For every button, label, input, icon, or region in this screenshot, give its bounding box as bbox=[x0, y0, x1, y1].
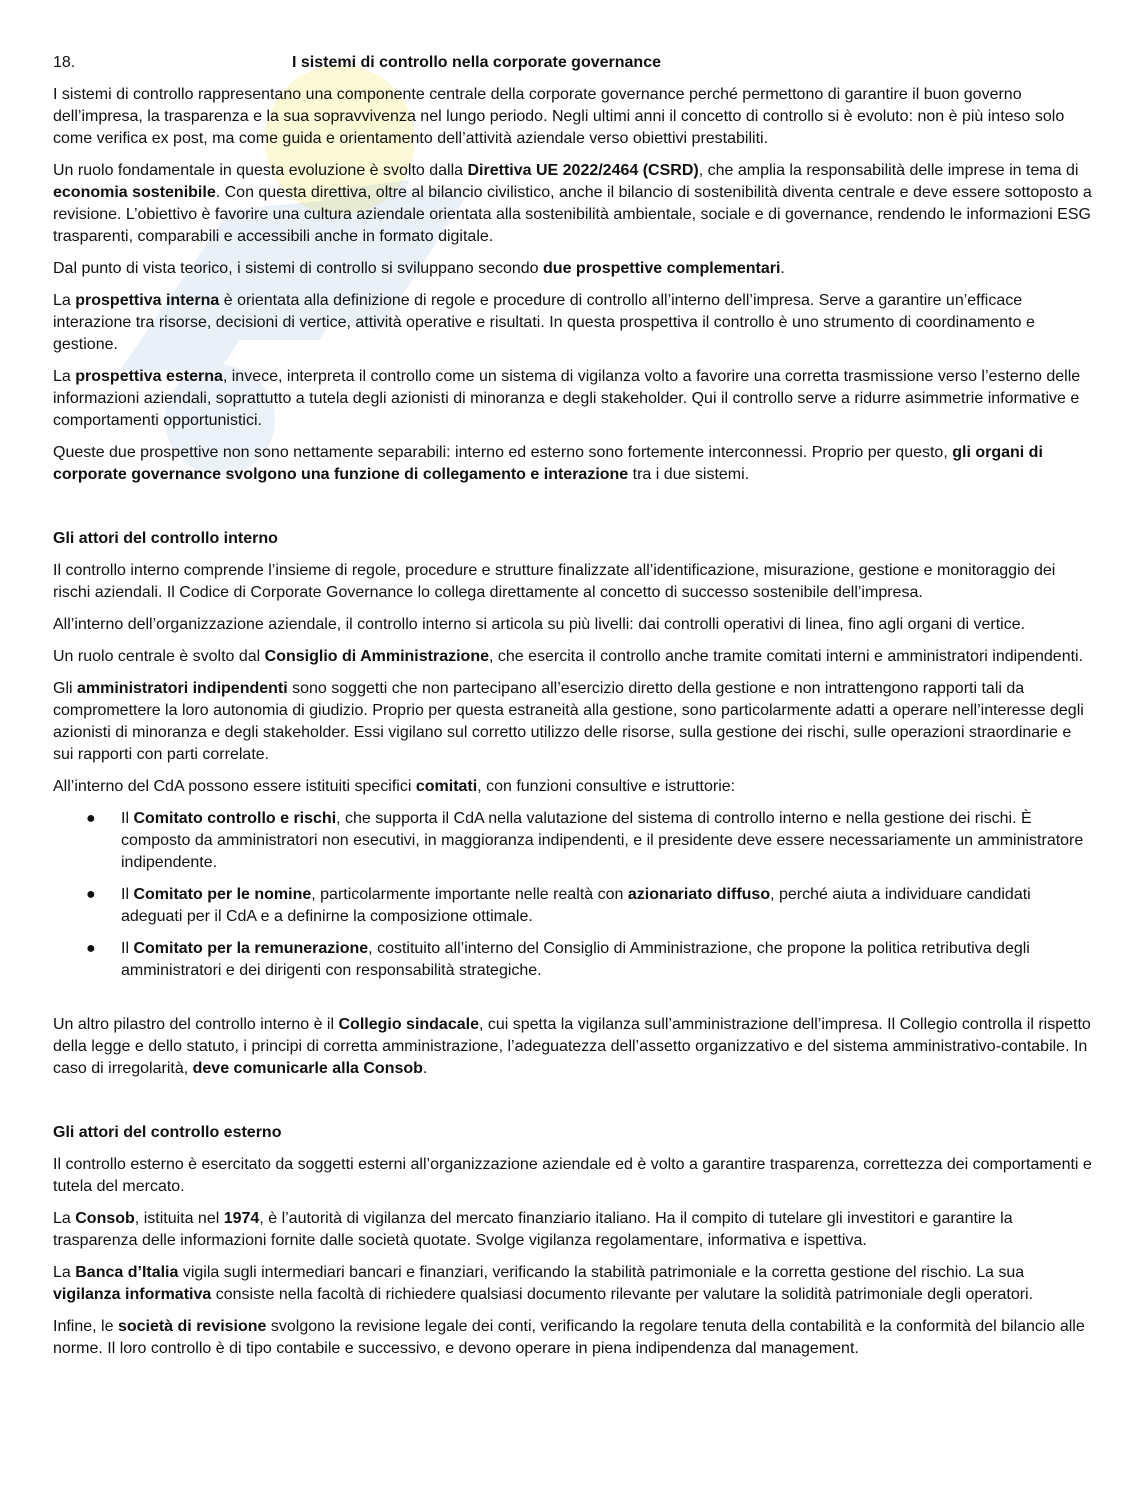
intro-paragraph-3: Dal punto di vista teorico, i sistemi di controllo si sviluppano secondo due prospettive complementari. bbox=[53, 260, 785, 277]
list-item: ● Il Comitato controllo e rischi, che supporta il CdA nella valutazione del sistema di controllo interno e nella gestione dei rischi. È composto da amministratori non esecutivi, in maggioranza indipendenti, e il presidente deve essere necessariamente un amministratore indipendente. bbox=[86, 810, 1084, 871]
internal-paragraph-3: Un ruolo centrale è svolto dal Consiglio di Amministrazione, che esercita il controllo anche tramite comitati interni e amministratori indipendenti. bbox=[53, 648, 1084, 665]
page-title: I sistemi di controllo nella corporate governance bbox=[292, 54, 661, 71]
external-paragraph-3: La Banca d’Italia vigila sugli intermediari bancari e finanziari, verificando la stabilità patrimoniale e la corretta gestione del rischio. La sua vigilanza informativa consiste nella facoltà di richiedere qualsiasi documento rilevante per valutare la solidità patrimoniale degli operatori. bbox=[53, 1264, 1034, 1303]
bullet-icon: ● bbox=[86, 886, 96, 903]
internal-paragraph-1: Il controllo interno comprende l’insieme di regole, procedure e strutture finalizzate all’identificazione, misurazione, gestione e monitoraggio dei rischi aziendali. Il Codice di Corporate Governance lo collega direttamente al concetto di successo sostenibile dell’impresa. bbox=[53, 562, 1056, 601]
intro-paragraph-4: La prospettiva interna è orientata alla definizione di regole e procedure di controllo all’interno dell’impresa. Serve a garantire un’efficace interazione tra risorse, decisioni di vertice, attività operative e risultati. In questa prospettiva il controllo è uno strumento di coordinamento e gestione. bbox=[53, 292, 1035, 353]
external-paragraph-2: La Consob, istituita nel 1974, è l’autorità di vigilanza del mercato finanziario italiano. Ha il compito di tutelare gli investitori e garantire la trasparenza delle informazioni fornite dalle società quotate. Svolge vigilanza regolamentare, informativa e ispettiva. bbox=[53, 1210, 1013, 1249]
internal-paragraph-4: Gli amministratori indipendenti sono soggetti che non partecipano all’esercizio diretto della gestione e non intrattengono rapporti tali da compromettere la loro autonomia di giudizio. Proprio per questa estraneità alla gestione, sono particolarmente adatti a operare nell’interesse degli azionisti di minoranza e degli stakeholder. Essi vigilano sul corretto utilizzo delle risorse, sulla gestione dei rischi, sulle operazioni straordinarie e sui rapporti con parti correlate. bbox=[53, 680, 1084, 763]
external-control-heading: Gli attori del controllo esterno bbox=[53, 1124, 282, 1141]
committees-list bbox=[53, 808, 1093, 982]
internal-control-heading: Gli attori del controllo interno bbox=[53, 530, 278, 547]
intro-paragraph-5: La prospettiva esterna, invece, interpreta il controllo come un sistema di vigilanza volto a favorire una corretta trasmissione verso l’esterno delle informazioni aziendali, soprattutto a tutela degli azionisti di minoranza e degli stakeholder. Qui il controllo serve a ridurre asimmetrie informative e comportamenti opportunistici. bbox=[53, 368, 1081, 429]
bullet-icon: ● bbox=[86, 810, 96, 827]
bullet-icon: ● bbox=[86, 940, 96, 957]
external-paragraph-1: Il controllo esterno è esercitato da soggetti esterni all’organizzazione aziendale ed è volto a garantire trasparenza, correttezza dei comportamenti e tutela del mercato. bbox=[53, 1156, 1092, 1195]
external-paragraph-4: Infine, le società di revisione svolgono la revisione legale dei conti, verificando la regolare tenuta della contabilità e la conformità del bilancio alle norme. Il loro controllo è di tipo contabile e successivo, e devono operare in piena indipendenza dal management. bbox=[53, 1318, 1085, 1357]
list-item: ● Il Comitato per la remunerazione, costituito all’interno del Consiglio di Amministrazione, che propone la politica retributiva degli amministratori e dei dirigenti con responsabilità strategiche. bbox=[86, 940, 1030, 979]
section-title bbox=[53, 52, 1093, 74]
internal-paragraph-5: All’interno del CdA possono essere istituiti specifici comitati, con funzioni consultive e istruttorie: bbox=[53, 778, 736, 795]
document-page bbox=[53, 52, 1093, 1370]
section-number: 18. bbox=[53, 54, 76, 71]
internal-paragraph-2: All’interno dell’organizzazione aziendale, il controllo interno si articola su più livelli: dai controlli operativi di linea, fino agli organi di vertice. bbox=[53, 616, 1026, 633]
intro-paragraph-6: Queste due prospettive non sono nettamente separabili: interno ed esterno sono fortemente interconnessi. Proprio per questo, gli organi di corporate governance svolgono una funzione di collegamento e interazione tra i due sistemi. bbox=[53, 444, 1043, 483]
list-item: ● Il Comitato per le nomine, particolarmente importante nelle realtà con azionariato diffuso, perché aiuta a individuare candidati adeguati per il CdA e a definirne la composizione ottimale. bbox=[86, 886, 1031, 925]
internal-paragraph-6: Un altro pilastro del controllo interno è il Collegio sindacale, cui spetta la vigilanza sull’amministrazione dell’impresa. Il Collegio controlla il rispetto della legge e dello statuto, i principi di corretta amministrazione, l’adeguatezza dell’assetto organizzativo e del sistema amministrativo-contabile. In caso di irregolarità, deve comunicarle alla Consob. bbox=[53, 1016, 1091, 1077]
intro-paragraph-1: I sistemi di controllo rappresentano una componente centrale della corporate governance perché permettono di garantire il buon governo dell’impresa, la trasparenza e la sua sopravvivenza nel lungo periodo. Negli ultimi anni il concetto di controllo si è evoluto: non è più inteso solo come verifica ex post, ma come guida e orientamento dell’attività aziendale verso obiettivi prestabiliti. bbox=[53, 86, 1065, 147]
intro-paragraph-2: Un ruolo fondamentale in questa evoluzione è svolto dalla Direttiva UE 2022/2464 (CSRD), che amplia la responsabilità delle imprese in tema di economia sostenibile. Con questa direttiva, oltre al bilancio civilistico, anche il bilancio di sostenibilità diventa centrale e deve essere sottoposto a revisione. L’obiettivo è favorire una cultura aziendale orientata alla sostenibilità ambientale, sociale e di governance, rendendo le informazioni ESG trasparenti, comparabili e accessibili anche in formato digitale. bbox=[53, 162, 1092, 245]
